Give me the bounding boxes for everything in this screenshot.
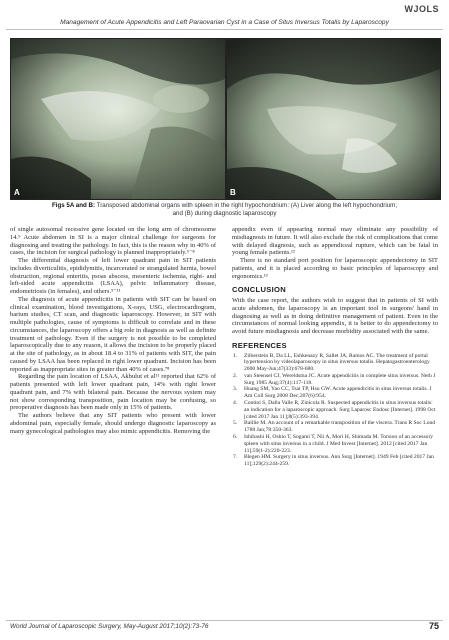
paragraph: The diagnosis of acute appendicitis in patients with SIT can be based on clinical examination, blood investigations, X-rays, USG, electrocardiogram, barium studies, CT scan, and diagnostic laparoscopy. However, in SIT with multiple pathologies, cause of symptoms is difficult to correlate and in these circumstances, the laparoscopy offers a big role in diagnosis as well as definite treatment of pathology. Even if the surgery is not possible to be completed laparoscopically due to any reason, it allows the incision to be properly placed at the site of pathology, as in about 18.4 to 31% of patients with SIT, the pain caused by LSAA has been replaced in right lower quadrant. Incision has been reported as inappropriate sites in greater than 40% of cases.⁷⁸ bbox=[10, 295, 216, 373]
reference-list bbox=[232, 353, 438, 469]
references-heading: REFERENCES bbox=[232, 340, 287, 350]
paragraph: The differential diagnosis of left lower quadrant pain in SIT patients includes diverticulitis, epididymitis, incarcerated or strangulated hernia, bowel obstruction, regional enteritis, psoas abscess, mesenteric ischemia, right- and left-sided acute appendicitis (LSAA), pelvic inflammatory disease, endometriosis (in females), and others.⁹⁻¹¹ bbox=[10, 257, 216, 295]
journal-name: WJOLS bbox=[404, 4, 439, 14]
reference-item: 1. Zilberstein B, Da LL, Eshkenazy R, Sallet JA, Ramos AC. The treatment of portal hypertension by videolaparoscopy in situs inversus totalis. Hepatogastroenterology 2000 May-Jun;47(33):678-680. bbox=[233, 352, 430, 373]
page-number: 75 bbox=[428, 621, 439, 631]
panel-a-label: A bbox=[14, 188, 20, 197]
laparoscopy-image-a bbox=[11, 39, 225, 199]
conclusion-paragraph: With the case report, the authors wish to suggest that in patients of SI with acute abdomen, the laparoscopy is an important tool in surgeons' hand in diagnosing as well as in doing definitive management of patient. Even in the circumstances of normal looking appendix, it is better to do appendectomy to avoid future misdiagnosis and decrease morbidity associated with the same. bbox=[232, 297, 438, 335]
header-rule bbox=[6, 29, 443, 30]
footer-rule bbox=[6, 620, 443, 621]
figure-panel-a bbox=[10, 38, 226, 200]
reference-item: 2. van Steensel CJ, Wereldsma JC. Acute appendicitis in complete situs inversus. Neth J Surg 1985 Aug;37(4):117-118. bbox=[233, 372, 436, 386]
left-column bbox=[10, 226, 216, 435]
paragraph: There is no standard port position for laparoscopic appendectomy in SIT patients, and it is placed according to basic principles of laparoscopy and ergonomics.¹³ bbox=[232, 257, 438, 280]
paragraph: appendix even if appearing normal may eliminate any possibility of misdiagnosis in future. It will also exclude the risk of complications that come with delayed diagnosis, such as appendiceal rupture, which can be fatal in young female patients.¹² bbox=[232, 226, 438, 257]
paragraph: Regarding the pain location of LSAA, Akbulut et al¹¹ reported that 62% of patients presented with left lower quadrant pain, 14% with right lower quadrant pain, and 7% with bilateral pain. Because the nervous system may not show corresponding transposition, pain location may be confusing, so preoperative diagnosis has been made only in 15% of patients. bbox=[10, 373, 216, 412]
figure-caption bbox=[10, 202, 439, 218]
right-column bbox=[232, 226, 438, 468]
laparoscopy-image-b bbox=[227, 39, 440, 199]
reference-item: 4. Contini S, Dalla Valle R, Zinicola R. Suspected appendicitis in situs inversus totalis: an indication for a laparoscopic approach. Surg Laparosc Endosc [Internet]. 1998 Oct [cited 2017 Jan 11];8(5):393-394. bbox=[233, 400, 436, 420]
footer-citation: World Journal of Laparoscopic Surgery, May-August 2017;10(2):73-76 bbox=[10, 623, 209, 630]
caption-label: Figs 5A and B: bbox=[51, 202, 96, 209]
reference-item: 6. Ishibashi H, Oshio T, Sogami T, Nii A, Mori H, Shimada M. Torsion of an accessory spleen with situs inversus in a child. J Med Invest [Internet]. 2012 [cited 2017 Jan 11];59(1-2):220-223. bbox=[233, 434, 434, 454]
conclusion-heading: CONCLUSION bbox=[232, 285, 287, 295]
reference-item: 5. Baillie M. An account of a remarkable transposition of the viscera. Trans R Soc Lond 1788 Jan;78:350-363. bbox=[233, 420, 436, 434]
caption-line-2: and (B) during diagnostic laparoscopy bbox=[172, 210, 277, 218]
panel-b-label: B bbox=[230, 188, 236, 197]
caption-line-1: Transposed abdominal organs with spleen in the right hypochondrium: (A) Liver along the left hypochondrium; bbox=[96, 202, 398, 209]
paragraph: of single autosomal recessive gene located on the long arm of chromosome 14.⁹ Acute abdomen in SI is a major clinical challenge for surgeons for diagnosing and treating the pathology. In fact, this is the reason why in 40% of cases, the incision for surgical pathology is planned inappropriately.⁵⁻⁸ bbox=[10, 226, 216, 257]
paragraph: The authors believe that any SIT patients who present with lower abdominal pain, especially female, should undergo diagnostic laparoscopy as many gynecological pathologies may also mimic appendicitis. Removing the bbox=[10, 412, 216, 435]
figure-panel-b bbox=[226, 38, 441, 200]
reference-item: 3. Huang SM, Yao CC, Tsai TP, Hsu GW. Acute appendicitis in situs inversus totalis. J Am Coll Surg 2008 Dec;207(6):954. bbox=[233, 386, 432, 400]
reference-item: 7. Blegen HM. Surgery in situs inversus. Ann Surg [Internet]. 1949 Feb [cited 2017 Jan 11];129(2):244-259. bbox=[233, 454, 434, 468]
running-title: Management of Acute Appendicitis and Left Paraovarian Cyst in a Case of Situs Inversus Totalis by Laparoscopy bbox=[60, 19, 389, 26]
